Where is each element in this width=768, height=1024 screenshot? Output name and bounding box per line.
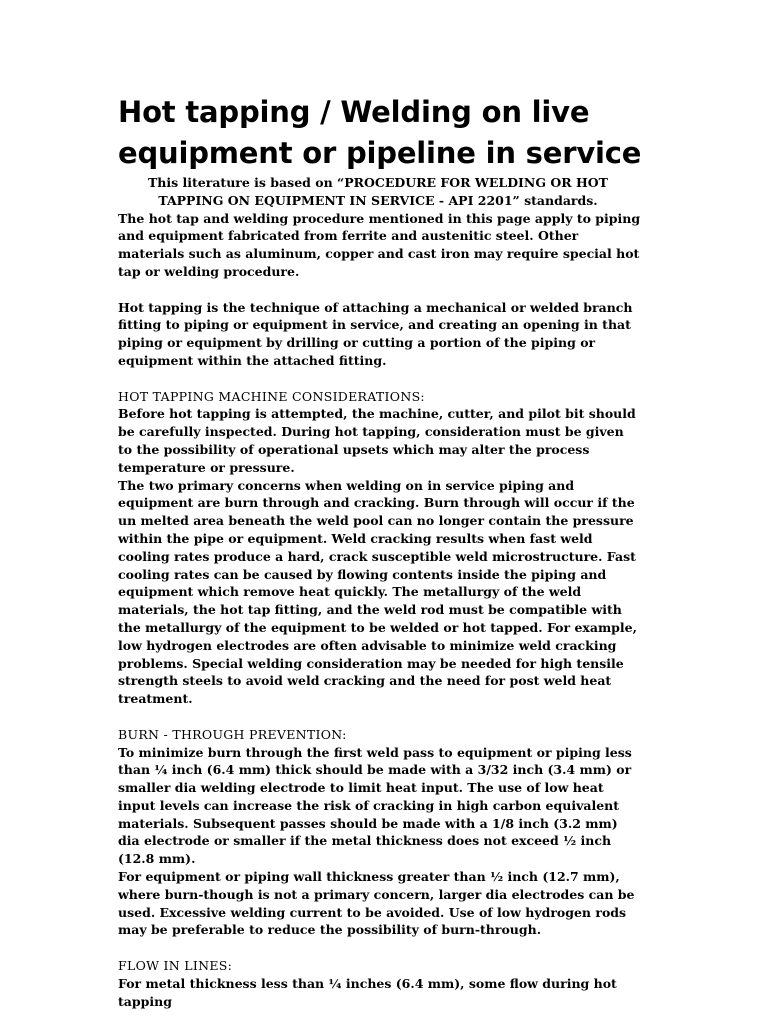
document-page bbox=[118, 92, 642, 1010]
spacer bbox=[118, 281, 642, 299]
welding-concerns-paragraph: The two primary concerns when welding on in service piping and equipment are burn through and cracking. Burn through will occur if the un melted area beneath the weld pool can no longer contain the pressure within the pipe or equipment. Weld cracking results when fast weld cooling rates produce a hard, crack susceptible weld microstructure. Fast cooling rates can be caused by flowing contents inside the piping and equipment which remove heat quickly. The metallurgy of the weld materials, the hot tap fitting, and the weld rod must be compatible with the metallurgy of the equipment to be welded or hot tapped. For example, low hydrogen electrodes are often advisable to minimize weld cracking problems. Special welding consideration may be needed for high tensile strength steels to avoid weld cracking and the need for post weld heat treatment. bbox=[118, 477, 637, 707]
definition-paragraph: Hot tapping is the technique of attaching a mechanical or welded branch fitting to piping or equipment in service, and creating an opening in that piping or equipment by drilling or cutting a portion of the piping or equipment within the attached fitting. bbox=[118, 299, 633, 368]
intro-reference: This literature is based on “PROCEDURE FOR WELDING OR HOT TAPPING ON EQUIPMENT IN SERVICE - API 2201” standards. bbox=[147, 175, 608, 208]
spacer bbox=[118, 708, 642, 726]
burn-through-heading: BURN - THROUGH PREVENTION: bbox=[118, 726, 347, 742]
spacer bbox=[118, 939, 642, 957]
flow-paragraph: For metal thickness less than ¼ inches (6.4 mm), some flow during hot tapping bbox=[118, 975, 617, 1009]
scope-paragraph: The hot tap and welding procedure mentioned in this page apply to piping and equipment fabricated from ferrite and austenitic steel. Other materials such as aluminum, copper and cast iron may require special hot tap or welding procedure. bbox=[118, 210, 641, 279]
flow-in-lines-heading: FLOW IN LINES: bbox=[118, 958, 233, 974]
machine-considerations-heading: HOT TAPPING MACHINE CONSIDERATIONS: bbox=[118, 388, 425, 404]
thick-wall-paragraph: For equipment or piping wall thickness greater than ½ inch (12.7 mm), where burn-though is not a primary concern, larger dia electrodes can be used. Excessive welding current to be avoided. Use of low hydrogen rods may be preferable to reduce the possibility of burn-through. bbox=[118, 869, 635, 938]
machine-inspection-paragraph: Before hot tapping is attempted, the machine, cutter, and pilot bit should be carefully inspected. During hot tapping, consideration must be given to the possibility of operational upsets which may alter the process temperature or pressure. bbox=[118, 406, 636, 475]
spacer bbox=[118, 370, 642, 388]
page-title: Hot tapping / Welding on live equipment or pipeline in service bbox=[118, 95, 642, 170]
burn-through-paragraph: To minimize burn through the first weld pass to equipment or piping less than ¼ inch (6.4 mm) thick should be made with a 3/32 inch (3.4 mm) or smaller dia welding electrode to limit heat input. The use of low heat input levels can increase the risk of cracking in high carbon equivalent materials. Subsequent passes should be made with a 1/8 inch (3.2 mm) dia electrode or smaller if the metal thickness does not exceed ½ inch (12.8 mm). bbox=[118, 744, 632, 867]
